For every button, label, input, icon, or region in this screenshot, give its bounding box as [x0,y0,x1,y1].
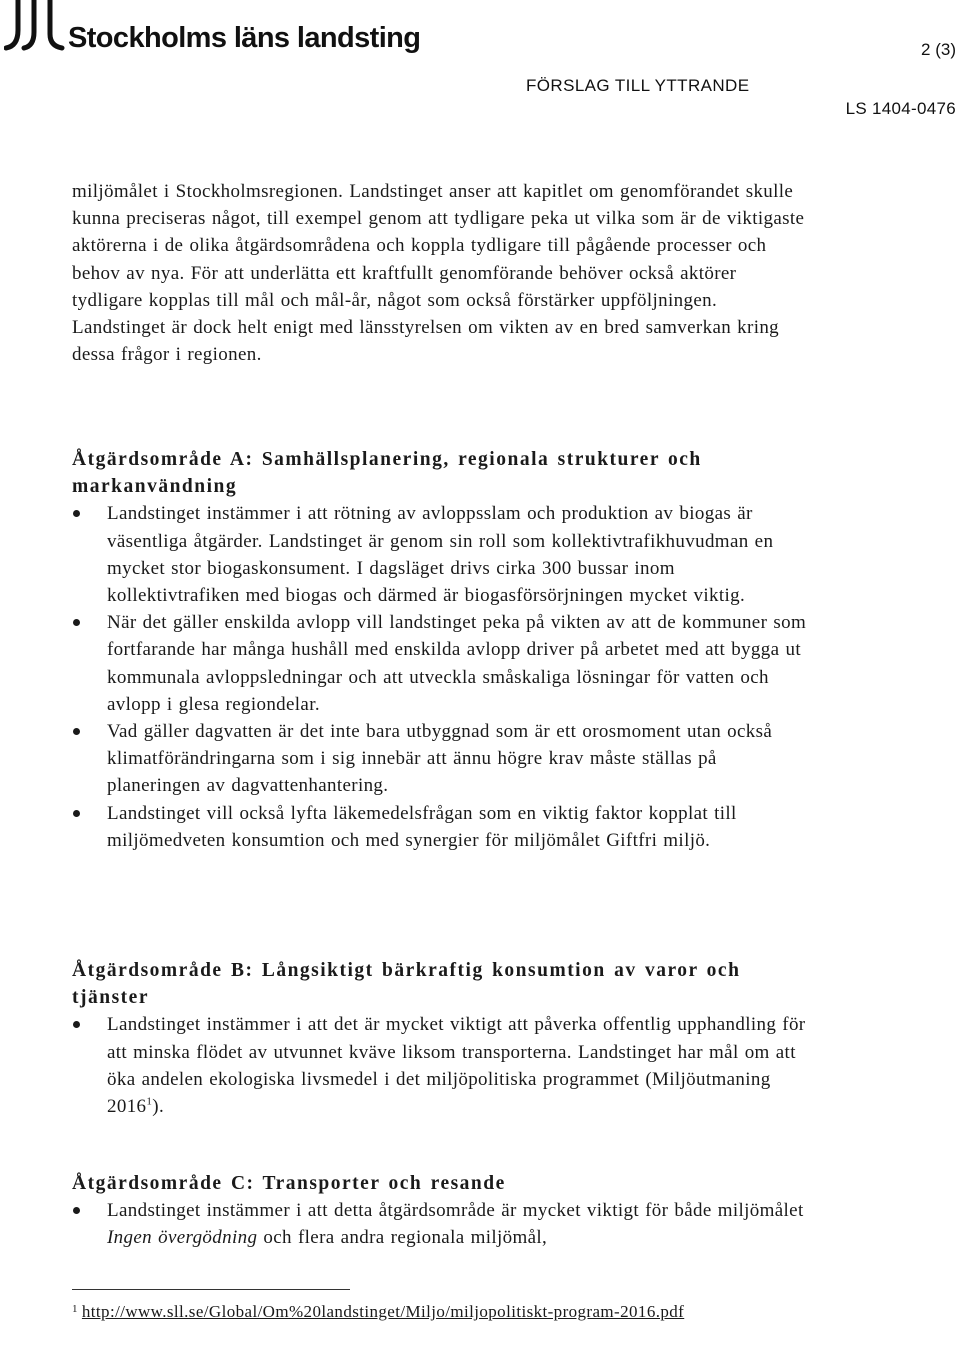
list-item: När det gäller enskilda avlopp vill landstinget peka på vikten av att de kommuner som fortfarande har många hushåll med enskilda avlopp driver på arbetet med att bygga ut kommunala avloppsledningar och att utveckla småskaliga lösningar för vatten och avlopp i glesa regiondelar. [72,609,812,718]
intro-section [72,178,812,368]
bullet-icon [73,728,80,735]
section-b [72,957,812,1120]
section-b-heading: Åtgärdsområde B: Långsiktigt bärkraftig konsumtion av varor och tjänster [72,960,741,1009]
list-item: Landstinget instämmer i att rötning av avloppsslam och produktion av biogas är väsentliga åtgärder. Landstinget är genom sin roll som kollektivtrafikhuvudman en mycket stor biogaskonsument. I dagsläget drivs cirka 300 bussar inom kollektivtrafiken med biogas och därmed är biogasförsörjningen mycket viktig. [72,500,812,609]
list-item: Landstinget vill också lyfta läkemedelsfrågan som en viktig faktor kopplat till miljömedveten konsumtion och med synergier för miljömålet Giftfri miljö. [72,800,812,854]
bullet-icon [73,1207,80,1214]
bullet-icon [73,810,80,817]
org-logo [0,0,440,70]
bullet-icon [73,619,80,626]
section-a [72,446,812,854]
footnote [72,1298,772,1323]
footnote-mark: 1 [72,1303,78,1315]
footnote-reference[interactable]: 1 [146,1095,153,1108]
section-a-heading: Åtgärdsområde A: Samhällsplanering, regionala strukturer och markanvändning [72,449,702,498]
section-b-bullet-list [72,1011,812,1120]
bullet-icon [73,510,80,517]
footnote-divider [72,1289,350,1290]
document-type: FÖRSLAG TILL YTTRANDE [526,76,750,95]
section-a-bullet-list [72,500,812,854]
list-item: Vad gäller dagvatten är det inte bara utbyggnad som är ett orosmoment utan också klimatförändringarna som i sig innebär att ännu högre krav måste ställas på planeringen av dagvattenhantering. [72,718,812,800]
section-c-heading: Åtgärdsområde C: Transporter och resande [72,1173,506,1194]
list-item: Landstinget instämmer i att detta åtgärdsområde är mycket viktigt för både miljömålet Ingen övergödning och flera andra regionala miljömål, [72,1197,812,1251]
section-c-bullet-list [72,1197,812,1251]
page-number: 2 (3) [921,40,956,59]
list-item: Landstinget instämmer i att det är mycket viktigt att påverka offentlig upphandling för att minska flödet av utvunnet kväve liksom transporterna. Landstinget har mål om att öka andelen ekologiska livsmedel i det miljöpolitiska programmet (Miljöutmaning 2016$^1$). [72,1011,812,1120]
bullet-icon [73,1021,80,1028]
emphasized-term: Ingen övergödning [107,1227,258,1249]
org-name: Stockholms läns landsting [68,22,421,54]
footnote-link[interactable]: http://www.sll.se/Global/Om%20landstinget/Miljo/miljopolitiskt-program-2016.pdf [81,1302,685,1321]
intro-paragraph: miljömålet i Stockholmsregionen. Landstinget anser att kapitlet om genomförandet skulle kunna preciseras något, till exempel genom att tydligare peka ut vilka som är de viktigaste aktörerna i de olika åtgärdsområdena och koppla tydligare till pågående processer och behov av nya. För att underlätta ett kraftfullt genomförande behöver också aktörer tydligare kopplas till mål och mål-år, något som också förstärker uppföljningen. Landstinget är dock helt enigt med länsstyrelsen om vikten av en bred samverkan kring dessa frågor i regionen. [72,181,805,366]
section-c [72,1170,812,1252]
landsting-logo-icon [4,0,68,52]
document-reference: LS 1404-0476 [845,99,956,118]
